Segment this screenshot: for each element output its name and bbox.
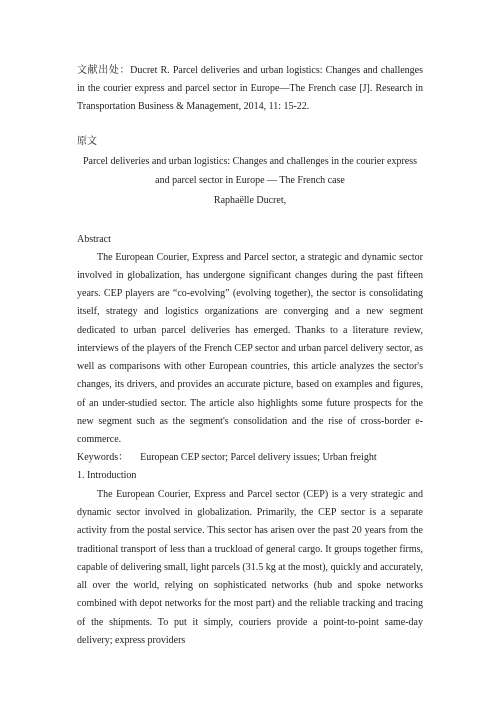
keywords-line [77,449,423,467]
author-name: Raphaëlle Ducret, [213,194,287,206]
keywords-label: Keywords： [77,452,129,464]
original-text-label: 原文 [77,135,97,147]
paper-title-line-1: Parcel deliveries and urban logistics: Changes and challenges in the courier express [82,155,418,167]
paper-title-line-2: and parcel sector in Europe — The French case [155,175,345,187]
introduction-text: The European Courier, Express and Parcel sector (CEP) is a very strategic and dynamic sector involved in globalization. Primarily, the CEP sector is a separate activity from the postal service. This sector has arisen over the past 20 years from the traditional transport of less than a truckload of general cargo. It groups together firms, capable of delivering small, light parcels (31.5 kg at the most), quickly and accurately, all over the world, relying on sophisticated networks (hub and spoke networks combined with depot networks for the most part) and the reliable tracking and tracing of the shipments. To put it simply, couriers provide a point-to-point same-day delivery; express providers [77,488,423,646]
citation [77,62,423,117]
section-heading-introduction: 1. Introduction [77,470,137,482]
abstract-heading: Abstract [77,233,111,245]
keywords-text: European CEP sector; Parcel delivery issues; Urban freight [140,452,377,464]
citation-label: 文献出处： [77,65,131,76]
abstract-text: The European Courier, Express and Parcel sector, a strategic and dynamic sector involved in globalization, has undergone significant changes during the past fifteen years. CEP players are “co-evolving” (evolving together), the sector is consolidating itself, strategy and logistics organizations are converging and a new segment dedicated to urban parcel deliveries has emerged. Thanks to a literature review, interviews of the players of the French CEP sector and urban parcel delivery sector, as well as comparisons with other European countries, this article analyzes the sector's changes, its drivers, and provides an accurate picture, based on examples and figures, of an under-studied sector. The article also highlights some future prospects for the new segment such as the segment's consolidation and the rise of cross-border e-commerce. [77,251,423,446]
citation-text: Ducret R. Parcel deliveries and urban logistics: Changes and challenges in the courier express and parcel sector in Europe—The French case [J]. Research in Transportation Business & Management, 2014, 11: 15-22. [77,65,424,113]
